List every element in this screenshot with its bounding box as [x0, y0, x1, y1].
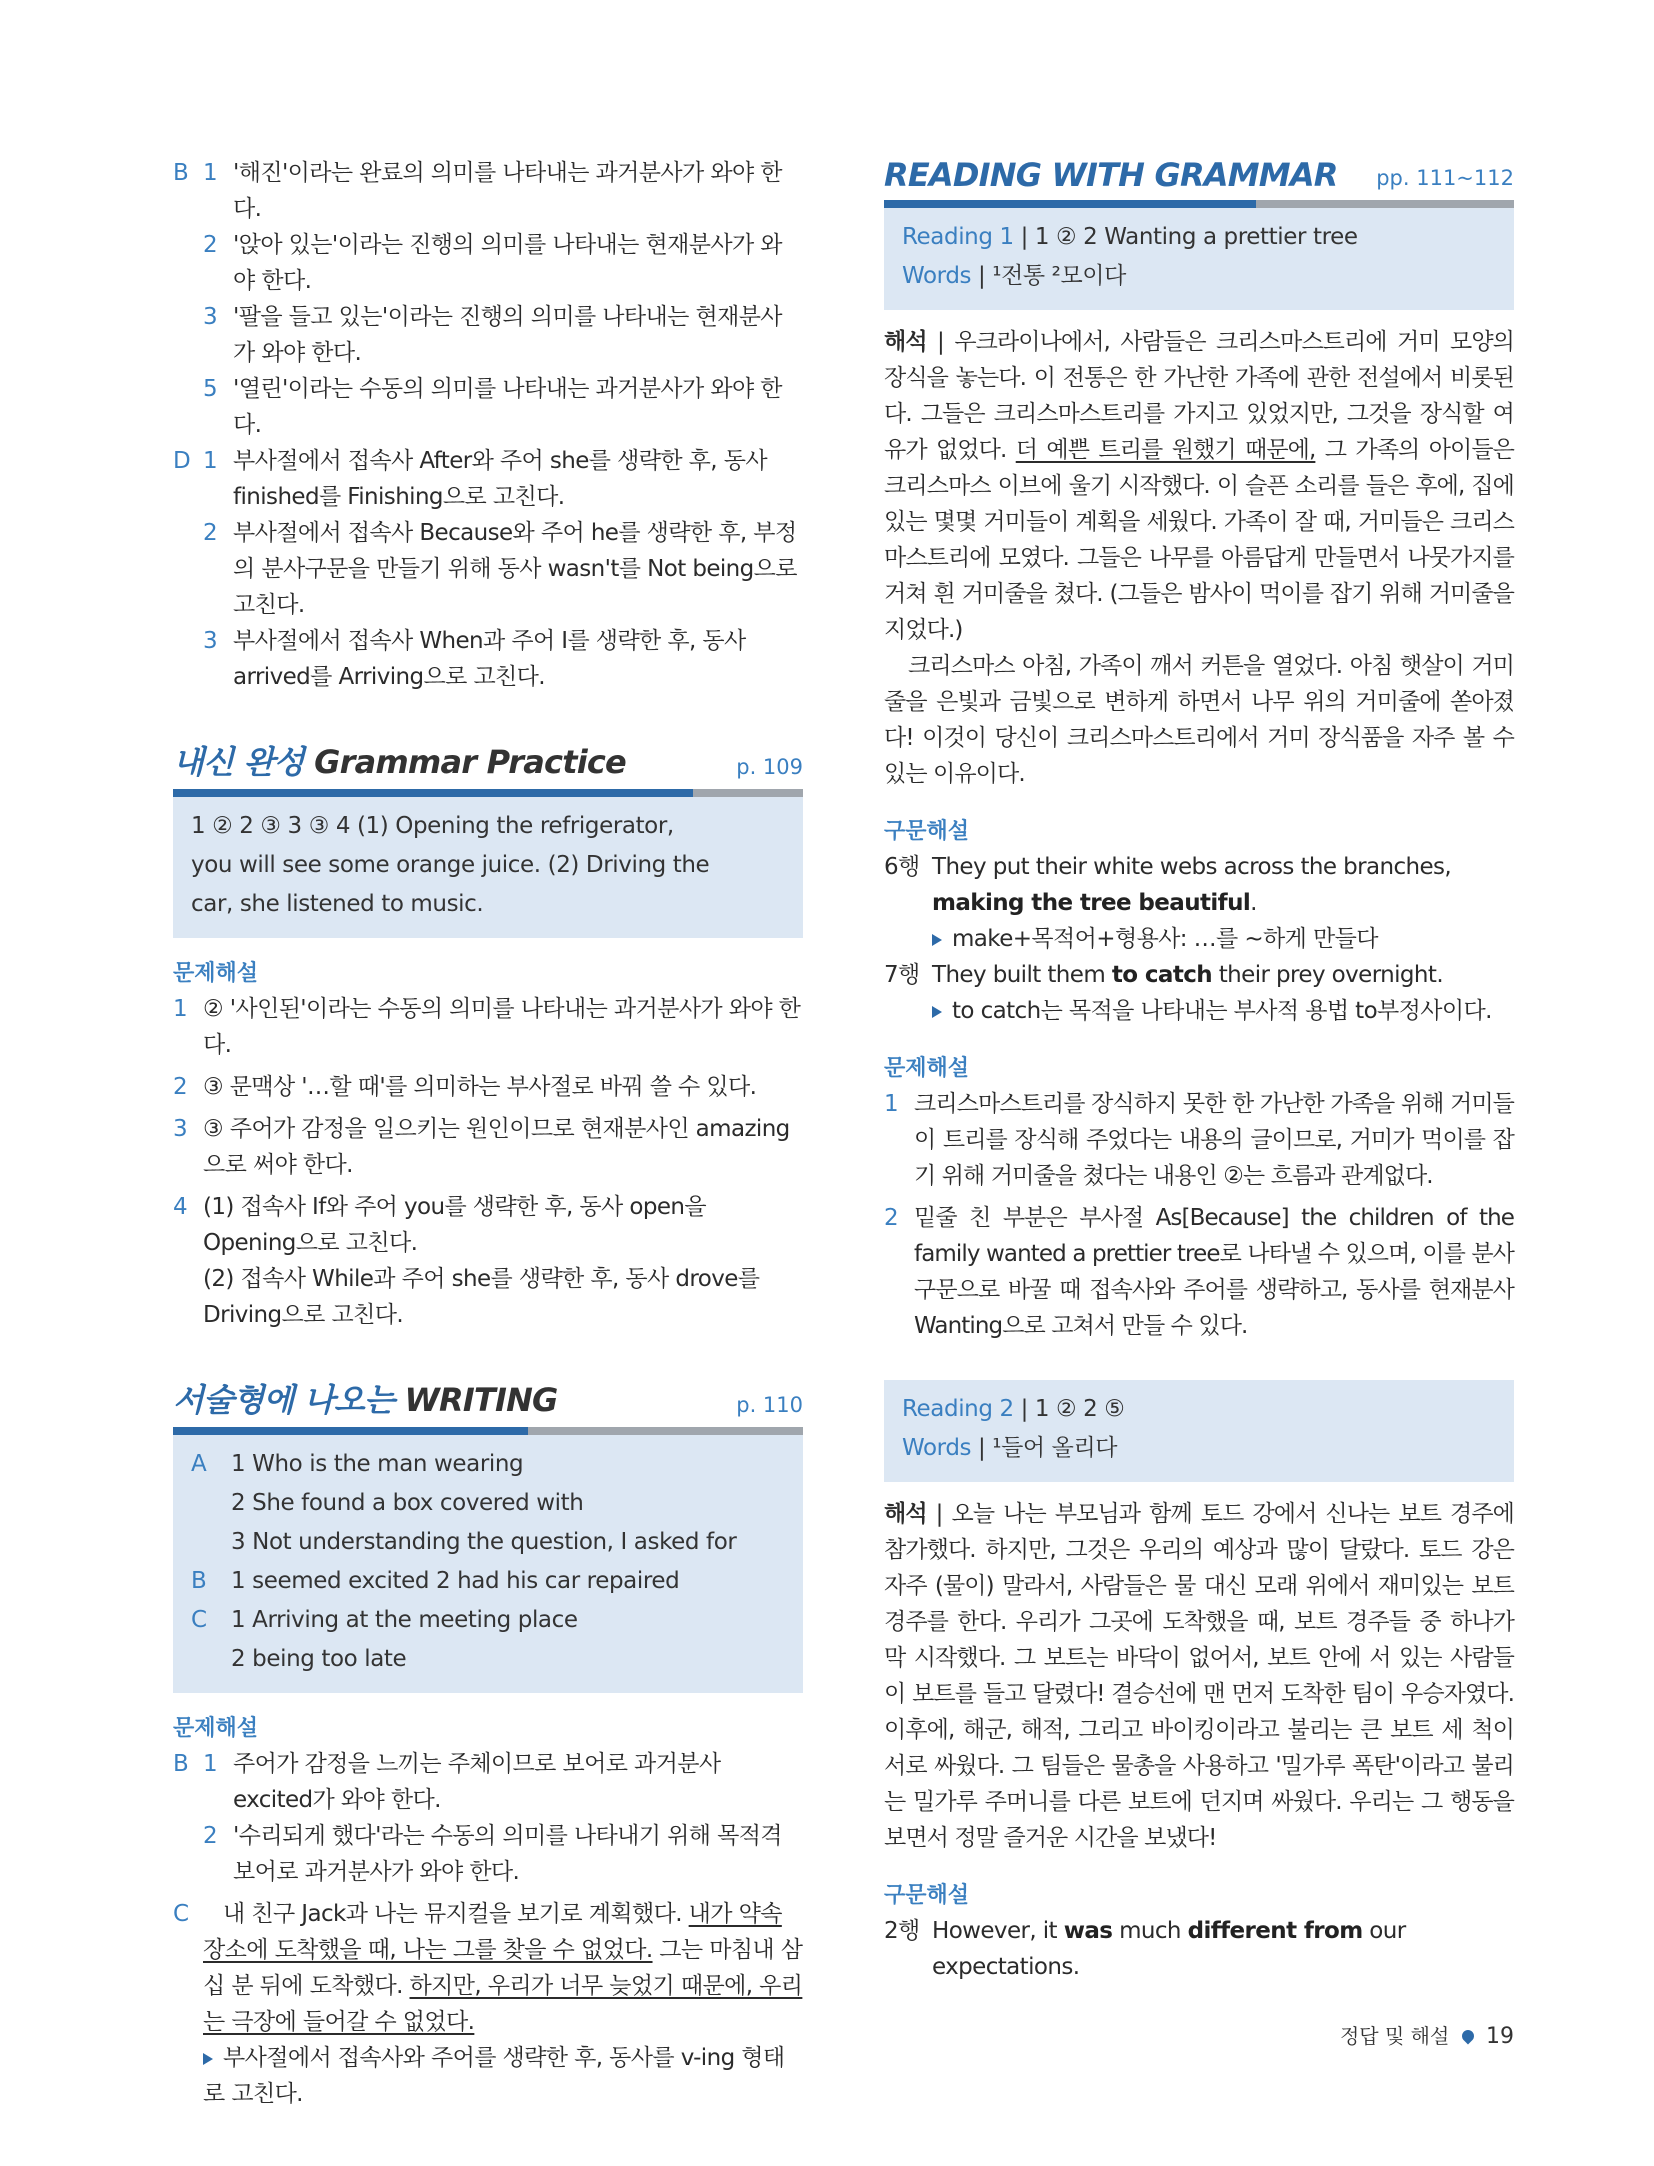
- reading-1-translation-p2: 크리스마스 아침, 가족이 깨서 커튼을 열었다. 아침 햇살이 거미줄을 은빛과 금빛으로 변하게 하면서 나무 위의 거미줄에 쏟아졌다! 이것이 당신이 크리스마스트리에서 거미 장식품을 자주 볼 수 있는 이유이다.: [884, 653, 1514, 787]
- section-label: 구문해설: [884, 1883, 970, 1908]
- section-rule: [173, 1427, 803, 1435]
- section-rule: [173, 789, 803, 797]
- section-title: READING WITH GRAMMAR: [884, 156, 1338, 194]
- reading-header: [884, 150, 1514, 200]
- syntax-line: 2행 However, it was much different from our expectations.: [884, 1918, 1406, 1980]
- b-item: 5 '열린'이라는 수동의 의미를 나타내는 과거분사가 와야 한다.: [203, 376, 782, 438]
- explanation-item: 4 (1) 접속사 If와 주어 you를 생략한 후, 동사 open을 Opening으로 고친다.: [173, 1194, 706, 1256]
- reading-1-answer-box: Reading 1 | 1 ② 2 Wanting a prettier tree Words | ¹전통 ²모이다: [884, 208, 1514, 310]
- writing-answer-c: C 1 Arriving at the meeting place 2 being too late: [191, 1607, 578, 1672]
- d-item: 3 부사절에서 접속사 When과 주어 I를 생략한 후, 동사 arrived를 Arriving으로 고친다.: [203, 628, 746, 690]
- left-column: [173, 155, 803, 2112]
- syntax-note: make+목적어+형용사: …를 ~하게 만들다: [884, 921, 1514, 957]
- d-item: 2 부사절에서 접속사 Because와 주어 he를 생략한 후, 부정의 분사구문을 만들기 위해 동사 wasn't를 Not being으로 고친다.: [203, 520, 797, 618]
- page-number: 19: [1486, 2024, 1514, 2049]
- explanation-item-c: C 내 친구 Jack과 나는 뮤지컬을 보기로 계획했다. 내가 약속 장소에 도착했을 때, 나는 그를 찾을 수 없었다. 그는 마침내 삼십 분 뒤에 도착했다. 하지만, 우리가 너무 늦었기 때문에, 우리는 극장에 들어갈 수 없었다.: [173, 1901, 803, 2035]
- b-item: 2 '앉아 있는'이라는 진행의 의미를 나타내는 현재분사가 와야 한다.: [203, 232, 782, 294]
- page-ref: pp. 111~112: [1376, 166, 1514, 190]
- explanation-item: 2 '수리되게 했다'라는 수동의 의미를 나타내기 위해 목적격 보어로 과거분사가 와야 한다.: [203, 1823, 782, 1885]
- section-title: 서술형에 나오는 WRITING: [173, 1381, 558, 1419]
- grammar-practice-header: [173, 739, 803, 789]
- triangle-bullet-icon: [932, 1006, 942, 1018]
- section-label: 문제해설: [884, 1056, 970, 1081]
- answer-block-b: [173, 155, 803, 443]
- triangle-bullet-icon: [932, 934, 942, 946]
- explanation-item: B 1 주어가 감정을 느끼는 주체이므로 보어로 과거분사 excited가 와야 한다.: [173, 1751, 721, 1813]
- section-rule: [884, 200, 1514, 208]
- explanation-item: (2) 접속사 While과 주어 she를 생략한 후, 동사 drove를 Driving으로 고친다.: [203, 1266, 760, 1328]
- right-column: [884, 150, 1514, 1985]
- answer-block-d: [173, 443, 803, 695]
- syntax-note: to catch는 목적을 나타내는 부사적 용법 to부정사이다.: [884, 993, 1514, 1029]
- reading-1-translation: 해석 | 우크라이나에서, 사람들은 크리스마스트리에 거미 모양의 장식을 놓는다. 이 전통은 한 가난한 가족에 관한 전설에서 비롯된다. 그들은 크리스마스트리를 가지고 있었지만, 그것을 장식할 여유가 없었다. 더 예쁜 트리를 원했기 때문에, 그 가족의 아이들은 크리스마스 이브에 울기 시작했다. 이 슬픈 소리를 들은 후에, 집에 있는 몇몇 거미들이 계획을 세웠다. 가족이 잘 때, 거미들은 크리스마스트리에 모였다. 그들은 나무를 아름답게 만들면서 나뭇가지를 거쳐 흰 거미줄을 쳤다. (그들은 밤사이 먹이를 잡기 위해 거미줄을 지었다.): [884, 329, 1514, 643]
- explanation-item: 1 크리스마스트리를 장식하지 못한 한 가난한 가족을 위해 거미들이 트리를 장식해 주었다는 내용의 글이므로, 거미가 먹이를 잡기 위해 거미줄을 쳤다는 내용인 ②는 흐름과 관계없다.: [884, 1091, 1514, 1189]
- explanation-item: 1 ② '사인된'이라는 수동의 의미를 나타내는 과거분사가 와야 한다.: [173, 996, 801, 1058]
- page-ref: p. 109: [736, 755, 803, 779]
- b-item: 3 '팔을 들고 있는'이라는 진행의 의미를 나타내는 현재분사가 와야 한다.: [203, 304, 782, 366]
- b-item: B 1 '해진'이라는 완료의 의미를 나타내는 과거분사가 와야 한다.: [173, 160, 782, 222]
- explanation-item: 3 ③ 주어가 감정을 일으키는 원인이므로 현재분사인 amazing으로 써야 한다.: [173, 1116, 790, 1178]
- page-ref: p. 110: [736, 1393, 803, 1417]
- d-item: D 1 부사절에서 접속사 After와 주어 she를 생략한 후, 동사 finished를 Finishing으로 고친다.: [173, 448, 767, 510]
- explanation-item: 2 ③ 문맥상 '…할 때'를 의미하는 부사절로 바꿔 쓸 수 있다.: [173, 1074, 757, 1100]
- writing-answer-b: B 1 seemed excited 2 had his car repaired: [191, 1568, 680, 1594]
- reading-2-translation: 해석 | 오늘 나는 부모님과 함께 토드 강에서 신나는 보트 경주에 참가했다. 하지만, 그것은 우리의 예상과 많이 달랐다. 토드 강은 자주 (물이) 말라서, 사람들은 물 대신 모래 위에서 재미있는 보트 경주를 한다. 우리가 그곳에 도착했을 때, 보트 경주들 중 하나가 막 시작했다. 그 보트는 바닥이 없어서, 보트 안에 서 있는 사람들이 보트를 들고 달렸다! 결승선에 맨 먼저 도착한 팀이 우승자였다. 이후에, 해군, 해적, 그리고 바이킹이라고 불리는 큰 보트 세 척이 서로 싸웠다. 그 팀들은 물총을 사용하고 '밀가루 폭탄'이라고 불리는 밀가루 주머니를 다른 보트에 던지며 싸웠다. 우리는 그 행동을 보면서 정말 즐거운 시간을 보냈다!: [884, 1501, 1514, 1851]
- section-label: 문제해설: [173, 1716, 259, 1741]
- triangle-bullet-icon: [203, 2053, 213, 2065]
- syntax-line: 7행 They built them to catch their prey overnight.: [884, 962, 1444, 988]
- location-pin-icon: [1459, 2028, 1476, 2045]
- note: 부사절에서 접속사와 주어를 생략한 후, 동사를 v-ing 형태로 고친다.: [203, 2045, 785, 2107]
- explanation-item: 2 밑줄 친 부분은 부사절 As[Because] the children of the family wanted a prettier tree로 나타낼 수 있으며, 이를 분사구문으로 바꿀 때 접속사와 주어를 생략하고, 동사를 현재분사 Wanting으로 고쳐서 만들 수 있다.: [884, 1205, 1514, 1339]
- writing-header: [173, 1377, 803, 1427]
- footer-label: 정답 및 해설: [1339, 2024, 1450, 2048]
- reading-2-answer-box: Reading 2 | 1 ② 2 ⑤ Words | ¹들어 올리다: [884, 1380, 1514, 1482]
- section-label: 구문해설: [884, 819, 970, 844]
- writing-answer-a: A 1 Who is the man wearing 2 She found a box covered with 3 Not understanding the question, I asked for: [191, 1451, 737, 1555]
- section-title: 내신 완성 Grammar Practice: [173, 743, 626, 781]
- section-label: 문제해설: [173, 961, 259, 986]
- answer-box: [173, 1435, 803, 1693]
- syntax-line: 6행 They put their white webs across the branches, making the tree beautiful.: [884, 854, 1452, 916]
- page-footer: [1340, 2020, 1514, 2049]
- answer-box: 1 ② 2 ③ 3 ③ 4 (1) Opening the refrigerator, you will see some orange juice. (2) Driving the car, she listened to music.: [173, 797, 803, 938]
